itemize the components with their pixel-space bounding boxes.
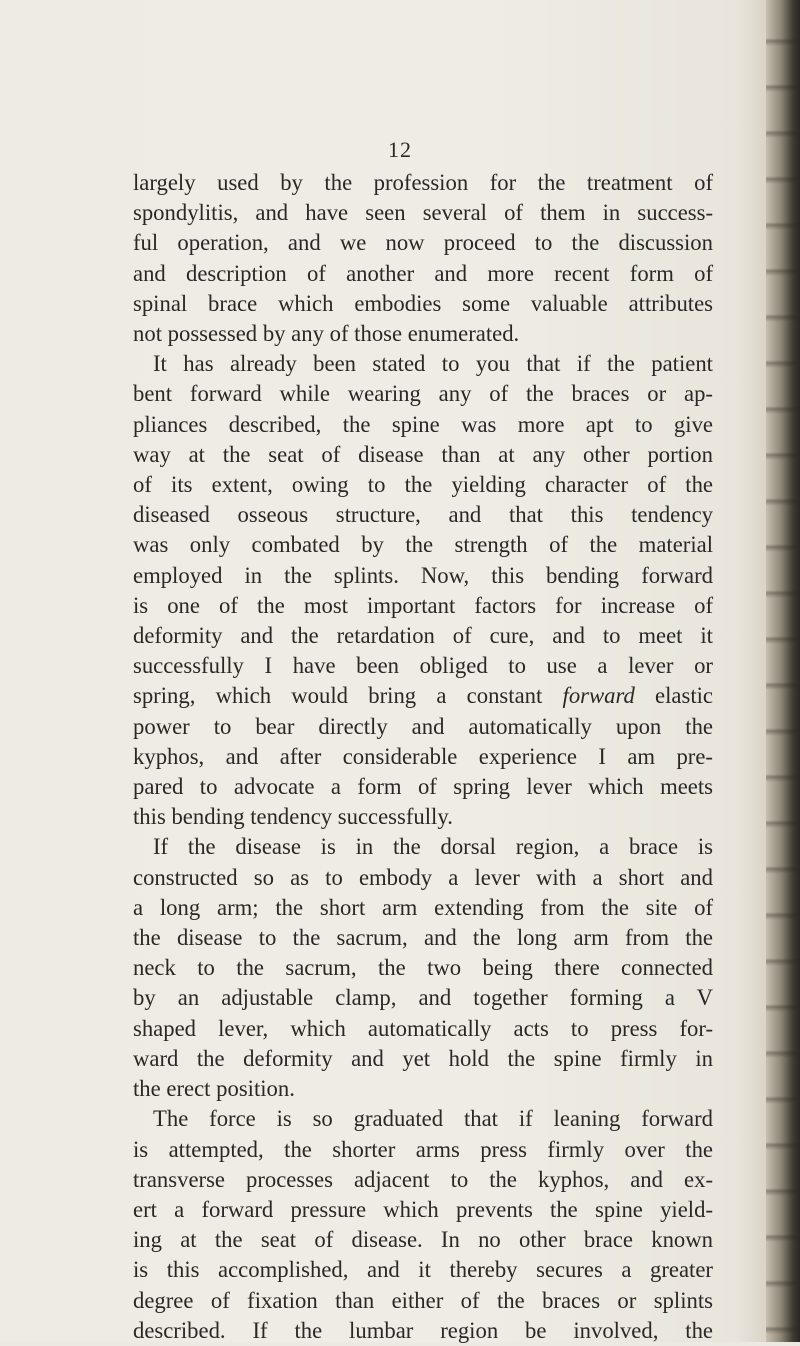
text-line: diseased osseous structure, and that this tendency (133, 502, 713, 528)
text-line: is this accomplished, and it thereby secures a greater (133, 1257, 713, 1283)
text-line: the disease to the sacrum, and the long arm from the (133, 925, 713, 951)
text-line: largely used by the profession for the treatment of (133, 170, 713, 195)
text-line: described. If the lumbar region be involved, the (133, 1317, 713, 1343)
text-line: power to bear directly and automatically upon the (133, 713, 713, 739)
text-line: this bending tendency successfully. (133, 804, 453, 830)
text-line: way at the seat of disease than at any other portion (133, 441, 713, 467)
text-line: kyphos, and after considerable experience I am pre- (133, 743, 713, 769)
text-line: constructed so as to embody a lever with a short and (133, 864, 713, 890)
body-text (133, 168, 713, 1346)
text-line: was only combated by the strength of the material (133, 532, 713, 558)
text-line: ful operation, and we now proceed to the discussion (133, 230, 713, 256)
text-line: deformity and the retardation of cure, and to meet it (133, 623, 713, 649)
text-line: pared to advocate a form of spring lever which meets (133, 774, 713, 800)
text-line: and description of another and more recent form of (133, 260, 713, 286)
text-line: It has already been stated to you that if the patient (153, 351, 713, 377)
text-line: bent forward while wearing any of the braces or ap- (133, 381, 713, 407)
italic-emphasis: forward (562, 683, 635, 709)
text-line: pliances described, the spine was more apt to give (133, 411, 713, 437)
text-line: spondylitis, and have seen several of them in success- (133, 200, 713, 226)
text-line: is attempted, the shorter arms press firmly over the (133, 1136, 713, 1162)
text-line-segment: spring, which would bring a constant (133, 683, 563, 709)
text-line: ing at the seat of disease. In no other brace known (133, 1227, 713, 1253)
text-line: degree of fixation than either of the braces or splints (133, 1287, 713, 1313)
text-line: of its extent, owing to the yielding character of the (133, 472, 713, 498)
text-line: neck to the sacrum, the two being there connected (133, 955, 713, 981)
text-line (133, 681, 713, 711)
text-line: shaped lever, which automatically acts to press for- (133, 1015, 713, 1041)
text-line-segment: elastic (634, 683, 713, 709)
text-line: the erect position. (133, 1076, 295, 1102)
text-line: employed in the splints. Now, this bending forward (133, 562, 713, 588)
text-line: not possessed by any of those enumerated. (133, 321, 520, 347)
page-number: 12 (388, 137, 412, 162)
text-line: ward the deformity and yet hold the spine firmly in (133, 1045, 713, 1071)
text-line: successfully I have been obliged to use a lever or (133, 653, 713, 679)
page-binding-edge (766, 0, 800, 1342)
text-line: transverse processes adjacent to the kyphos, and ex- (133, 1166, 713, 1192)
text-line: If the disease is in the dorsal region, a brace is (153, 834, 713, 860)
text-line: The force is so graduated that if leaning forward (153, 1106, 713, 1132)
text-line: ert a forward pressure which prevents the spine yield- (133, 1196, 713, 1222)
text-line: is one of the most important factors for increase of (133, 592, 713, 618)
text-line: by an adjustable clamp, and together forming a V (133, 985, 713, 1011)
text-line: a long arm; the short arm extending from the site of (133, 894, 713, 920)
text-line: spinal brace which embodies some valuable attributes (133, 290, 713, 316)
